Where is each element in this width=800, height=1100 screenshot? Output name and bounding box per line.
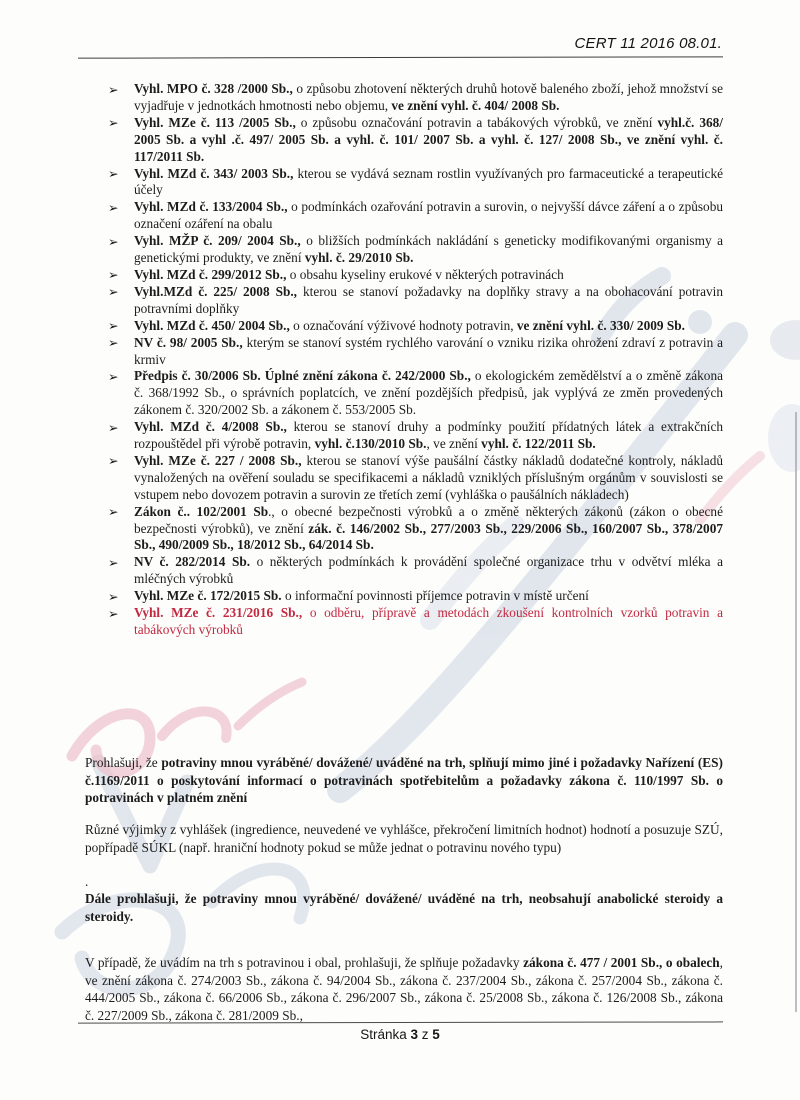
regulation-item-text: Vyhl. MZd č. 343/ 2003 Sb., kterou se vydává seznam rostlin využívaných pro farmaceutické a terapeutické účely <box>134 165 723 198</box>
regulation-item <box>108 199 723 233</box>
regulation-item <box>108 284 723 318</box>
regulation-item <box>108 368 723 419</box>
regulation-item <box>108 605 723 639</box>
paragraph-stray-period: . <box>85 874 89 890</box>
arrow-bullet-icon: ➢ <box>108 319 119 334</box>
regulation-item-text: Zákon č.. 102/2001 Sb., o obecné bezpečnosti výrobků a o změně některých zákonů (zákon o obecné bezpečnosti výrobků), ve znění zák. č. 146/2002 Sb., 277/2003 Sb., 229/2006 Sb., 160/2007 Sb., 378/2007 Sb., 490/2009 Sb., 18/2012 Sb., 64/2014 Sb. <box>134 503 723 553</box>
regulation-item <box>108 81 723 115</box>
regulation-item <box>108 453 723 504</box>
regulation-item-text: Předpis č. 30/2006 Sb. Úplné znění zákona č. 242/2000 Sb., o ekologickém zemědělství a o změně zákona č. 368/1992 Sb., o správních poplatcích, ve znění pozdějších předpisů, jak vyplývá ze změn provedených zákonem č. 320/2002 Sb. a zákonem č. 553/2005 Sb. <box>134 368 723 418</box>
regulation-item-text: NV č. 98/ 2005 Sb., kterým se stanoví systém rychlého varování o vzniku rizika ohrožení zdraví z potravin a krmiv <box>134 334 723 367</box>
arrow-bullet-icon: ➢ <box>108 336 119 351</box>
paragraph-declaration-foods: Prohlašuji, že potraviny mnou vyráběné/ dovážené/ uváděné na trh, splňují mimo jiné i požadavky Nařízení (ES) č.1169/2011 o poskytování informací o potravinách spotřebitelům a požadavky zákona č. 110/1997 Sb. o potravinách v platném znění <box>85 755 723 806</box>
regulation-item-text: Vyhl. MZd č. 450/ 2004 Sb., o označování výživové hodnoty potravin, ve znění vyhl. č. 330/ 2009 Sb. <box>134 317 685 333</box>
arrow-bullet-icon: ➢ <box>108 234 119 249</box>
regulation-item-text: NV č. 282/2014 Sb. o některých podmínkách k provádění společné organizace trhu v odvětví mléka a mléčných výrobků <box>134 554 723 587</box>
regulation-item <box>108 588 723 605</box>
arrow-bullet-icon: ➢ <box>108 454 119 469</box>
regulation-item <box>108 166 723 200</box>
arrow-bullet-icon: ➢ <box>108 606 119 621</box>
document-code: CERT 11 2016 08.01. <box>574 35 722 52</box>
arrow-bullet-icon: ➢ <box>108 116 119 131</box>
regulation-item-text: Vyhl. MŽP č. 209/ 2004 Sb., o bližších podmínkách nakládání s geneticky modifikovanými organismy a genetickými produkty, ve znění vyhl. č. 29/2010 Sb. <box>134 233 724 266</box>
regulation-item-text: Vyhl. MZe č. 113 /2005 Sb., o způsobu označování potravin a tabákových výrobků, ve znění vyhl.č. 368/ 2005 Sb. a vyhl .č. 497/ 2005 Sb. a vyhl. č. 101/ 2007 Sb. a vyhl. č. 127/ 2008 Sb., ve znění vyhl. č. 117/2011 Sb. <box>134 114 723 164</box>
arrow-bullet-icon: ➢ <box>108 285 119 300</box>
regulation-item <box>108 267 723 284</box>
regulation-item-text: Vyhl. MPO č. 328 /2000 Sb., o způsobu zhotovení některých druhů hotově baleného zboží, jehož množství se vyjadřuje v jednotkách hmotnosti nebo objemu, ve znění vyhl. č. 404/ 2008 Sb. <box>134 81 724 113</box>
arrow-bullet-icon: ➢ <box>108 505 119 520</box>
arrow-bullet-icon: ➢ <box>108 589 119 604</box>
paragraph-declaration-steroids: Dále prohlašuji, že potraviny mnou vyráběné/ dovážené/ uváděné na trh, neobsahují anabolické steroidy a steroidy. <box>85 891 723 924</box>
arrow-bullet-icon: ➢ <box>108 82 119 97</box>
arrow-bullet-icon: ➢ <box>108 420 119 435</box>
arrow-bullet-icon: ➢ <box>108 555 119 570</box>
regulation-item-text: Vyhl. MZd č. 299/2012 Sb., o obsahu kyseliny erukové v některých potravinách <box>134 266 564 282</box>
regulation-item-text: Vyhl. MZe č. 231/2016 Sb., o odběru, přípravě a metodách zkoušení kontrolních vzorků potravin a tabákových výrobků <box>134 605 723 637</box>
regulation-list <box>108 81 723 639</box>
regulation-item-text: Vyhl. MZd č. 4/2008 Sb., kterou se stanoví druhy a podmínky použití přídatných látek a extrakčních rozpouštědel při výrobě potravin, vyhl. č.130/2010 Sb., ve znění vyhl. č. 122/2011 Sb. <box>134 419 723 452</box>
regulation-item-text: Vyhl.MZd č. 225/ 2008 Sb., kterou se stanoví požadavky na doplňky stravy a na obohacování potravin potravními doplňky <box>134 283 724 316</box>
arrow-bullet-icon: ➢ <box>108 167 119 182</box>
page-number: Stránka 3 z 5 <box>360 1027 440 1042</box>
regulation-item-text: Vyhl. MZe č. 172/2015 Sb. o informační povinnosti příjemce potravin v místě určení <box>134 588 589 604</box>
regulation-item <box>108 554 723 588</box>
arrow-bullet-icon: ➢ <box>108 369 119 384</box>
regulation-item <box>108 233 723 267</box>
header-rule <box>78 56 723 58</box>
arrow-bullet-icon: ➢ <box>108 268 119 283</box>
regulation-item <box>108 115 723 166</box>
regulation-item-text: Vyhl. MZe č. 227 / 2008 Sb., kterou se stanoví výše paušální částky nákladů dodatečné kontroly, nákladů vynaložených na ověření souladu se specifikacemi a nákladů vzniklých příslušným orgánům v souvislosti se vstupem nebo dovozem potravin a surovin ze třetích zemí (vyhláška o paušálních nákladech) <box>134 452 724 502</box>
paragraph-exceptions: Různé výjimky z vyhlášek (ingredience, neuvedené ve vyhlášce, překročení limitních hodnot) hodnotí a posuzuje SZÚ, popřípadě SÚKL (např. hraniční hodnoty pokud se může jednat o potravinu nového typu) <box>85 822 723 855</box>
arrow-bullet-icon: ➢ <box>108 200 119 215</box>
regulation-item-text: Vyhl. MZd č. 133/2004 Sb., o podmínkách ozařování potravin a surovin, o nejvyšší dávce záření a o způsobu označení ozáření na obalu <box>134 199 723 232</box>
scan-artifact-line <box>795 412 797 1012</box>
regulation-item <box>108 504 723 555</box>
paragraph-packaging: V případě, že uvádím na trh s potravinou i obal, prohlašuji, že splňuje požadavky zákona č. 477 / 2001 Sb., o obalech, ve znění zákona č. 274/2003 Sb., zákona č. 94/2004 Sb., zákona č. 237/2004 Sb., zákona č. 257/2004 Sb., zákona č. 444/2005 Sb., zákona č. 66/2006 Sb., zákona č. 296/2007 Sb., zákona č. 25/2008 Sb., zákona č. 126/2008 Sb., zákona č. 227/2009 Sb., zákona č. 281/2009 Sb., <box>85 955 723 1023</box>
regulation-item <box>108 318 723 335</box>
regulation-item <box>108 335 723 369</box>
regulation-item <box>108 419 723 453</box>
